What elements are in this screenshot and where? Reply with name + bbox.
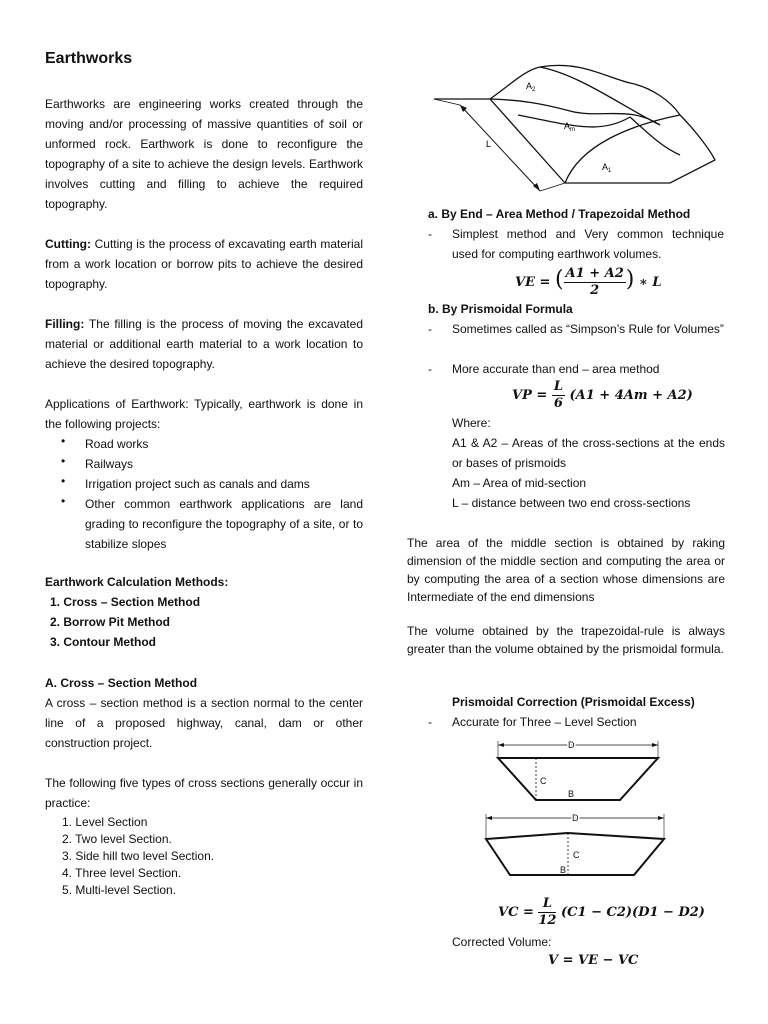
- formula-denominator: 2: [590, 283, 600, 298]
- list-item: 5. Multi-level Section.: [62, 883, 177, 897]
- formula-tail: (A1 + 4Am + A2): [569, 388, 693, 403]
- filling-text: The filling is the process of moving the excavated material or additional earth material to a work location to achieve the desired topography.: [45, 317, 363, 371]
- list-item-text: Irrigation project such as canals and dams: [85, 477, 310, 491]
- figure-label-l: L: [486, 139, 492, 149]
- list-item: [45, 434, 363, 454]
- definition-am: Am – Area of mid-section: [452, 476, 587, 490]
- list-item: 4. Three level Section.: [62, 866, 182, 880]
- correction-bullet-text: Accurate for Three – Level Section: [452, 715, 637, 729]
- list-item-text: Road works: [85, 437, 149, 451]
- formula-tail: (C1 − C2)(D1 − D2): [561, 905, 705, 920]
- correction-formula: [498, 896, 705, 929]
- figure-label-d: D: [568, 740, 575, 750]
- formula-lhs: VC =: [498, 905, 534, 920]
- where-label: Where:: [452, 416, 491, 430]
- cutting-label: Cutting:: [45, 237, 91, 251]
- correction-heading: Prismoidal Correction (Prismoidal Excess): [452, 695, 695, 709]
- list-item: 3. Side hill two level Section.: [62, 849, 215, 863]
- formula-numerator: L: [553, 379, 563, 394]
- figure-label-d: D: [572, 813, 579, 823]
- formula-denominator: 12: [538, 913, 557, 928]
- list-item-text: Railways: [85, 457, 134, 471]
- formula-lhs: VE =: [515, 275, 551, 290]
- dash-icon: -: [428, 715, 432, 729]
- filling-label: Filling:: [45, 317, 85, 331]
- applications-intro: Applications of Earthwork: Typically, earthwork is done in the following projects:: [45, 397, 363, 431]
- prismoidal-heading: b. By Prismoidal Formula: [428, 302, 573, 316]
- three-level-section-figure: [480, 736, 670, 886]
- corrected-volume-formula: V = VE − VC: [548, 953, 639, 968]
- prismoidal-formula: [512, 379, 693, 412]
- formula-numerator: L: [538, 896, 556, 913]
- list-item: 2. Two level Section.: [62, 832, 172, 846]
- dash-icon: -: [428, 227, 432, 241]
- list-item: 1. Level Section: [62, 815, 148, 829]
- figure-label-a1: $A_1$: [602, 162, 612, 174]
- figure-label-a2: $A_2$: [526, 81, 536, 93]
- figure-label-c: C: [573, 850, 580, 860]
- cutting-paragraph: [45, 234, 363, 294]
- prismoid-figure: [430, 55, 720, 195]
- figure-label-b: B: [568, 789, 575, 799]
- formula-denominator: 6: [553, 396, 563, 411]
- page-title: Earthworks: [45, 50, 133, 67]
- section-a-text: A cross – section method is a section normal to the center line of a proposed highway, canal, dam or other construction project.: [45, 696, 363, 750]
- prismoidal-bullet-1-text: Sometimes called as “Simpson’s Rule for Volumes”: [452, 322, 724, 336]
- end-area-heading: a. By End – Area Method / Trapezoidal Method: [428, 207, 691, 221]
- figure-label-b: B: [560, 865, 567, 875]
- list-item: 1. Cross – Section Method: [50, 595, 201, 609]
- bullet-icon: •: [61, 454, 66, 468]
- filling-paragraph: [45, 314, 363, 374]
- formula-tail: ∗ L: [638, 275, 662, 290]
- bullet-icon: •: [61, 434, 66, 448]
- end-area-formula: VE = ( $\frac{A1 + A2}{2}$ ) ∗ L: [515, 266, 662, 298]
- formula-lhs: VP =: [512, 388, 548, 403]
- corrected-volume-label: Corrected Volume:: [452, 935, 552, 949]
- methods-heading: Earthwork Calculation Methods:: [45, 575, 229, 589]
- list-item: [45, 474, 363, 494]
- list-item: [45, 454, 363, 474]
- section-a-heading: A. Cross – Section Method: [45, 676, 198, 690]
- list-item: 3. Contour Method: [50, 635, 156, 649]
- list-item: [45, 494, 363, 554]
- dash-icon: -: [428, 322, 432, 336]
- cutting-text: Cutting is the process of excavating earth material from a work location or borrow pits to achieve the desired topography.: [45, 237, 363, 291]
- dash-icon: -: [428, 362, 432, 376]
- figure-label-am: $A_m$: [564, 121, 576, 133]
- formula-numerator: A1 + A2: [565, 266, 624, 281]
- middle-section-paragraph: The area of the middle section is obtained by raking dimension of the middle section and computing the area or by computing the area of a section whose dimensions are Intermediate of the end dimensions: [407, 536, 725, 604]
- figure-label-c: C: [540, 776, 547, 786]
- intro-paragraph: Earthworks are engineering works created through the moving and/or processing of massive quantities of soil or unformed rock. Earthwork is done to reconfigure the topography of a site to achieve the design levels. Earthwork involves cutting and filling to achieve the required topography.: [45, 97, 363, 211]
- bullet-icon: •: [61, 474, 66, 488]
- comparison-paragraph: The volume obtained by the trapezoidal-rule is always greater than the volume obtained by the prismoidal formula.: [407, 624, 725, 656]
- definition-a1-a2: A1 & A2 – Areas of the cross-sections at the ends or bases of prismoids: [452, 436, 725, 470]
- definition-l: L – distance between two end cross-sections: [452, 496, 691, 510]
- list-item-text: Other common earthwork applications are land grading to reconfigure the topography of a site, or to stabilize slopes: [85, 497, 363, 551]
- end-area-bullet-text: Simplest method and Very common technique used for computing earthwork volumes.: [452, 227, 724, 261]
- list-item: 2. Borrow Pit Method: [50, 615, 170, 629]
- bullet-icon: •: [61, 494, 66, 508]
- prismoidal-bullet-2-text: More accurate than end – area method: [452, 362, 660, 376]
- cross-section-types-intro: The following five types of cross sections generally occur in practice:: [45, 776, 363, 810]
